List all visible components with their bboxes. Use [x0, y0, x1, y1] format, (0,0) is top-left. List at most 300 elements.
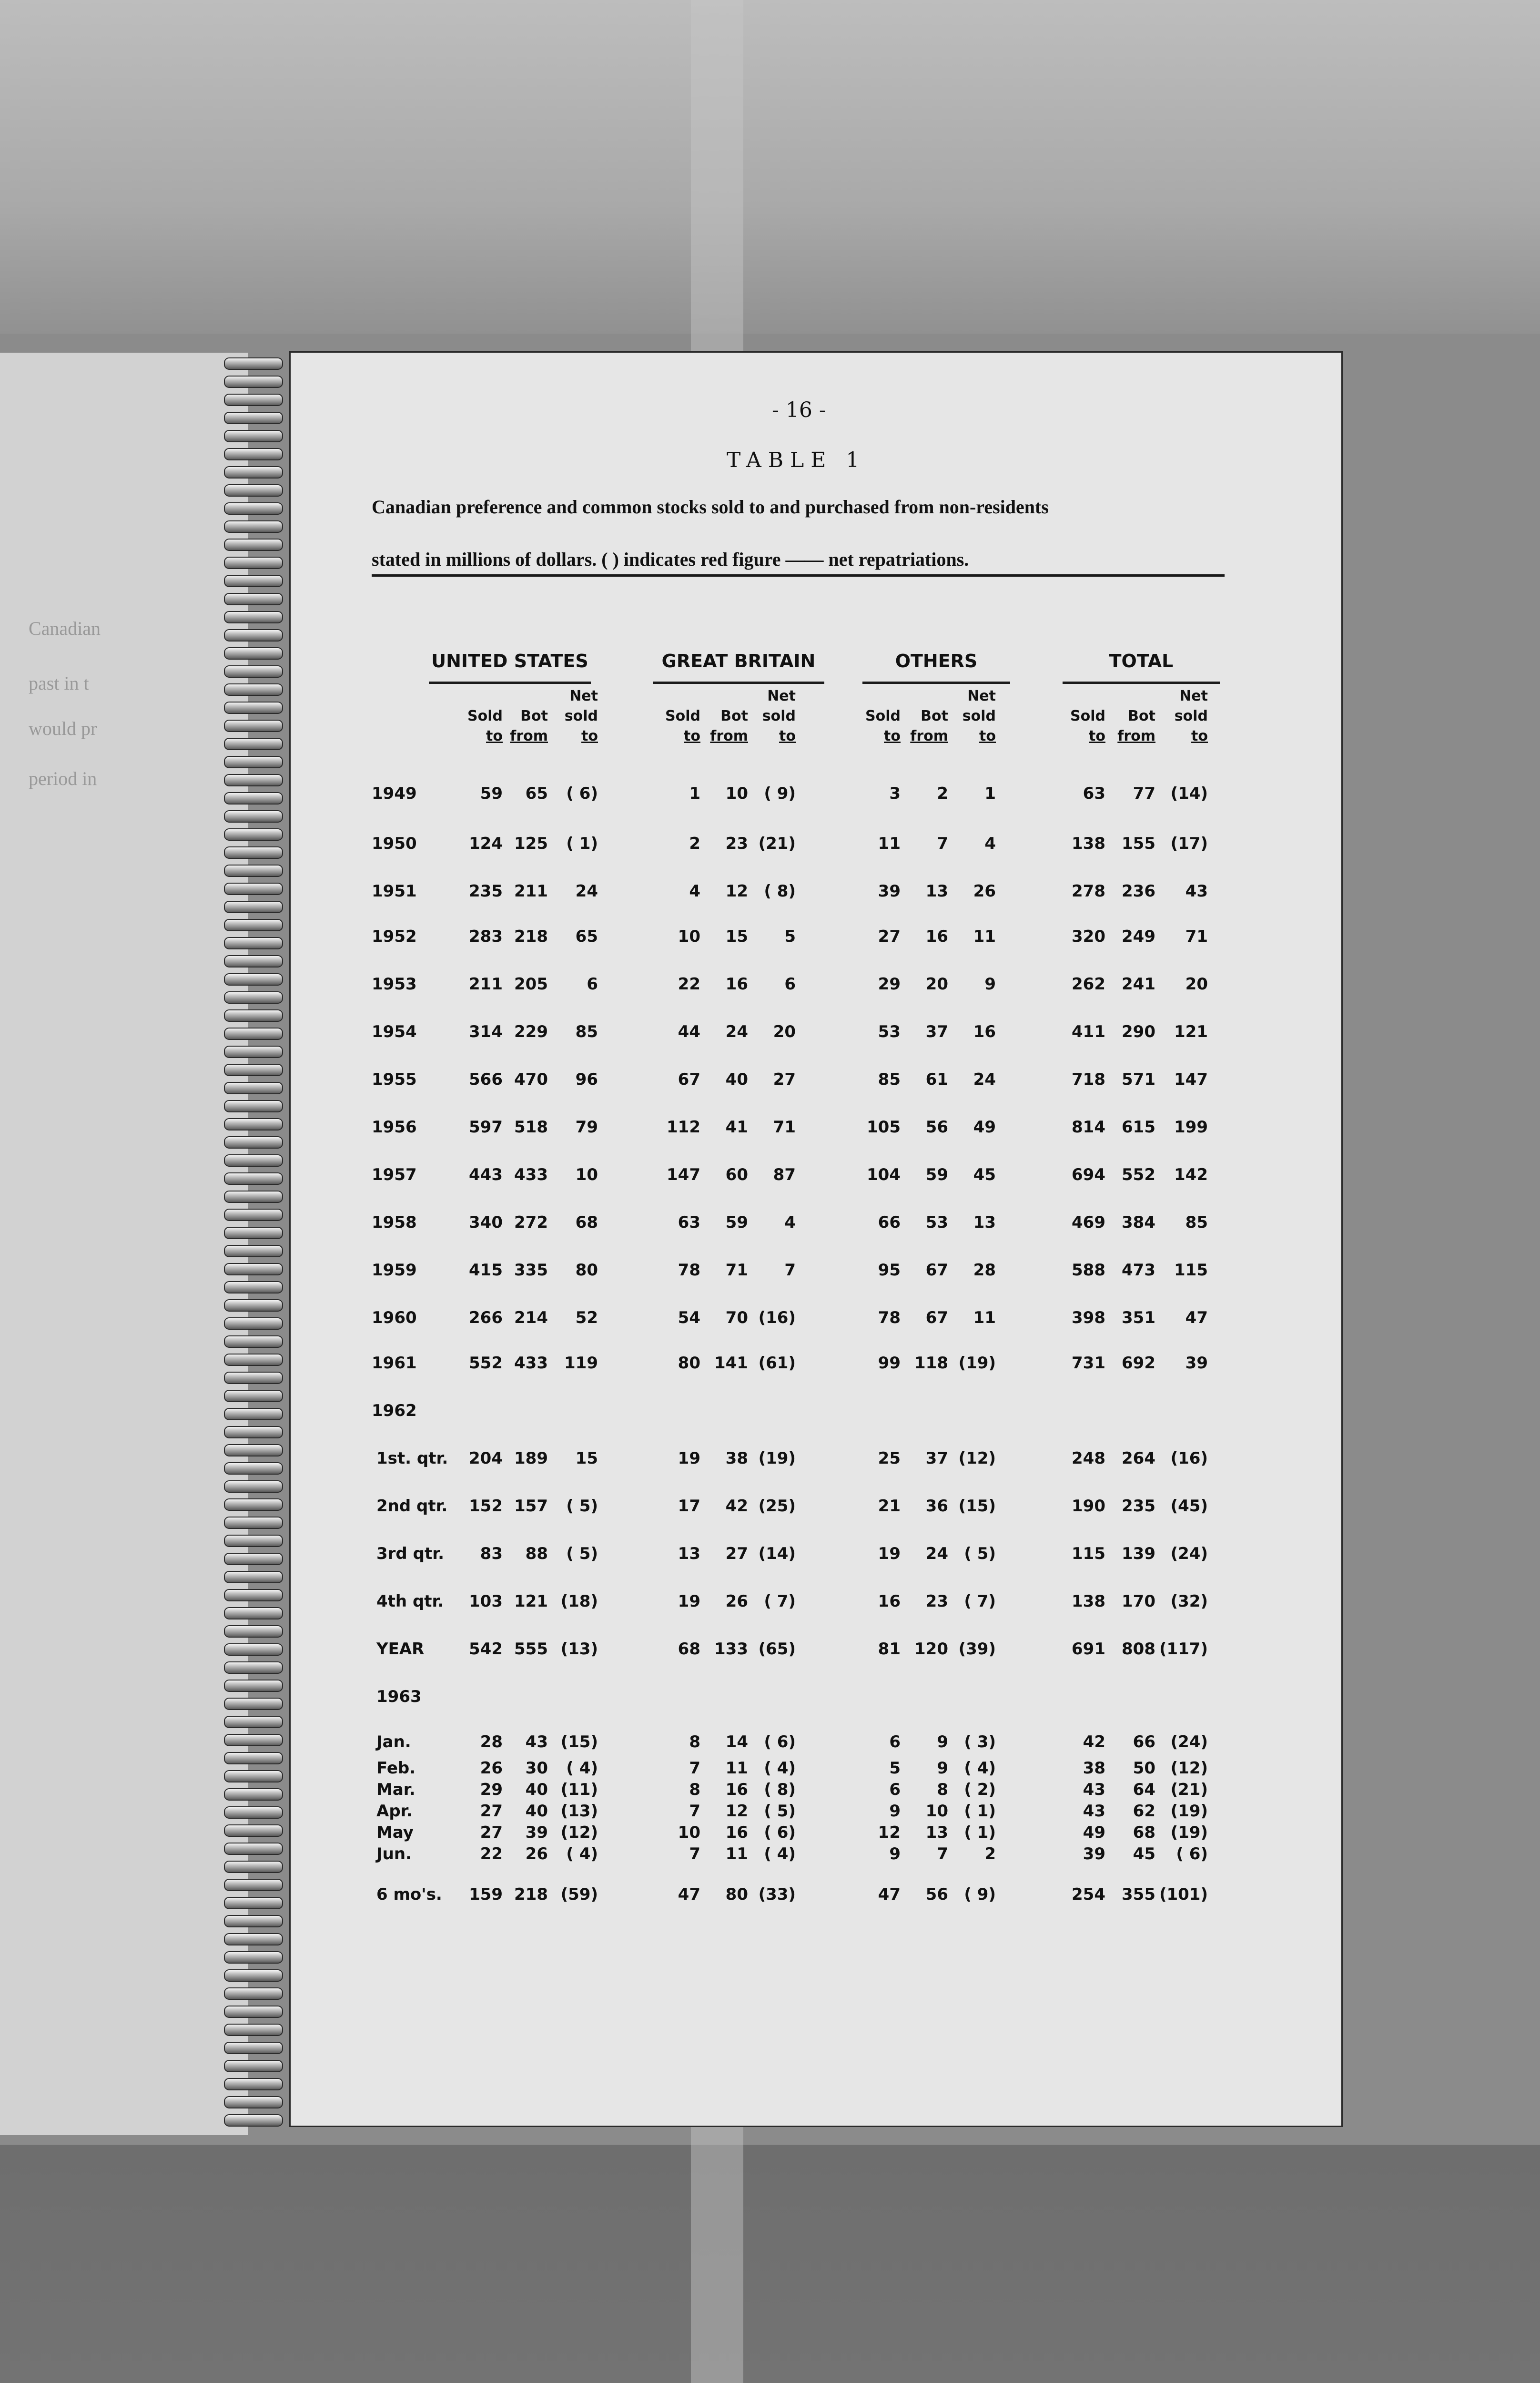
table-cell: 49 [973, 1118, 996, 1137]
table-cell: 121 [514, 1592, 548, 1611]
group-header-total: TOTAL [1109, 651, 1174, 672]
table-cell: 814 [1072, 1118, 1105, 1137]
table-cell: 14 [725, 1732, 748, 1752]
table-cell: 170 [1122, 1592, 1155, 1611]
table-cell: 266 [469, 1308, 503, 1327]
table-cell: 12 [725, 1802, 748, 1821]
binding-ring [224, 1951, 283, 1964]
table-cell: 6 [784, 975, 796, 994]
table-cell: ( 4) [964, 1759, 996, 1778]
table-cell: 1 [984, 784, 996, 803]
background-lower [0, 2145, 1540, 2383]
table-cell: 2 [937, 784, 948, 803]
table-cell: 4 [689, 882, 700, 901]
binding-ring [224, 2060, 283, 2072]
group-underline [862, 682, 1010, 684]
table-cell: 15 [575, 1449, 598, 1468]
row-label: Apr. [376, 1802, 413, 1821]
binding-ring [224, 1517, 283, 1529]
binding-ring [224, 1227, 283, 1239]
table-cell: 211 [469, 975, 503, 994]
table-cell: 68 [678, 1640, 700, 1659]
table-cell: (11) [560, 1780, 598, 1799]
binding-ring [224, 1028, 283, 1040]
table-cell: 694 [1072, 1165, 1105, 1184]
binding-ring [224, 1643, 283, 1656]
table-cell: 26 [973, 882, 996, 901]
table-cell: 138 [1072, 834, 1105, 853]
column-header-text: to [884, 728, 901, 744]
binding-ring [224, 973, 283, 986]
table-cell: 139 [1122, 1544, 1155, 1563]
binding-ring [224, 647, 283, 660]
table-cell: 105 [867, 1118, 901, 1137]
row-label: 1951 [372, 882, 417, 901]
binding-ring [224, 593, 283, 605]
table-cell: 11 [973, 1308, 996, 1327]
column-header-text: Net [569, 688, 598, 704]
group-underline [1063, 682, 1220, 684]
table-cell: 80 [725, 1885, 748, 1904]
binding-ring [224, 1535, 283, 1547]
row-label: 1955 [372, 1070, 417, 1089]
table-cell: 6 [889, 1780, 901, 1799]
table-cell: 190 [1072, 1497, 1105, 1516]
table-cell: 8 [689, 1732, 700, 1752]
table-cell: 80 [678, 1354, 700, 1373]
binding-ring [224, 1553, 283, 1565]
table-cell: 398 [1072, 1308, 1105, 1327]
table-cell: 235 [469, 882, 503, 901]
binding-ring [224, 1607, 283, 1619]
table-cell: 542 [469, 1640, 503, 1659]
column-header-bot-from [1103, 706, 1155, 746]
row-label: 1950 [372, 834, 417, 853]
table-cell: 24 [725, 1022, 748, 1041]
table-cell: 254 [1072, 1885, 1105, 1904]
binding-ring [224, 1661, 283, 1674]
table-cell: 40 [525, 1780, 548, 1799]
table-cell: 40 [525, 1802, 548, 1821]
table-cell: 9 [889, 1802, 901, 1821]
group-header-others: OTHERS [895, 651, 978, 672]
column-header-text: Sold [467, 708, 503, 724]
table-cell: 115 [1072, 1544, 1105, 1563]
binding-ring [224, 846, 283, 859]
table-cell: ( 7) [964, 1592, 996, 1611]
table-cell: 50 [1133, 1759, 1155, 1778]
table-cell: 473 [1122, 1261, 1155, 1280]
table-cell: 236 [1122, 882, 1155, 901]
table-cell: 64 [1133, 1780, 1155, 1799]
table-cell: 10 [725, 784, 748, 803]
column-header-text: from [910, 728, 948, 744]
table-cell: 433 [514, 1165, 548, 1184]
background-top [0, 0, 1540, 343]
binding-ring [224, 1987, 283, 2000]
table-cell: 42 [1083, 1732, 1105, 1752]
binding-ring [224, 756, 283, 768]
binding-ring [224, 1897, 283, 1909]
table-cell: 103 [469, 1592, 503, 1611]
table-cell: 66 [878, 1213, 901, 1232]
column-header-text: sold [1174, 708, 1208, 724]
table-cell: 552 [469, 1354, 503, 1373]
table-cell: ( 6) [1176, 1844, 1208, 1864]
group-underline [429, 682, 591, 684]
table-cell: (101) [1159, 1885, 1208, 1904]
table-cell: 28 [480, 1732, 503, 1752]
table-cell: ( 8) [764, 882, 796, 901]
table-cell: 133 [714, 1640, 748, 1659]
table-cell: 20 [1185, 975, 1208, 994]
row-label: 1957 [372, 1165, 417, 1184]
row-label: 1952 [372, 927, 417, 946]
page-number: - 16 - [772, 398, 826, 422]
group-header-united-states: UNITED STATES [431, 651, 588, 672]
table-cell: 21 [878, 1497, 901, 1516]
table-cell: 66 [1133, 1732, 1155, 1752]
table-cell: 4 [984, 834, 996, 853]
table-cell: 443 [469, 1165, 503, 1184]
table-cell: 125 [514, 834, 548, 853]
table-cell: 8 [937, 1780, 948, 1799]
table-cell: 13 [925, 1823, 948, 1842]
table-cell: ( 5) [566, 1497, 598, 1516]
column-header-text: to [979, 728, 996, 744]
row-label: 1st. qtr. [376, 1449, 448, 1468]
table-cell: 290 [1122, 1022, 1155, 1041]
column-header-sold-to [648, 706, 700, 746]
table-cell: 9 [984, 975, 996, 994]
table-cell: 29 [878, 975, 901, 994]
table-cell: 78 [678, 1261, 700, 1280]
column-header-net-sold-to [1155, 686, 1208, 746]
table-cell: 47 [678, 1885, 700, 1904]
table-cell: 124 [469, 834, 503, 853]
column-header-text: Net [767, 688, 796, 704]
table-cell: 71 [1185, 927, 1208, 946]
table-cell: 1 [689, 784, 700, 803]
table-cell: 99 [878, 1354, 901, 1373]
table-cell: ( 5) [964, 1544, 996, 1563]
table-cell: 147 [667, 1165, 700, 1184]
row-label: 1960 [372, 1308, 417, 1327]
document-page [291, 353, 1341, 2126]
table-cell: 9 [889, 1844, 901, 1864]
table-cell: 10 [678, 1823, 700, 1842]
binding-ring [224, 1915, 283, 1927]
group-header-great-britain: GREAT BRITAIN [661, 651, 816, 672]
table-cell: ( 4) [566, 1759, 598, 1778]
column-header-sold-to [1053, 706, 1105, 746]
table-cell: (45) [1170, 1497, 1208, 1516]
table-cell: 20 [925, 975, 948, 994]
binding-ring [224, 1263, 283, 1275]
table-cell: 218 [514, 1885, 548, 1904]
table-cell: 3 [889, 784, 901, 803]
column-header-text: to [1089, 728, 1105, 744]
table-cell: 79 [575, 1118, 598, 1137]
table-cell: 314 [469, 1022, 503, 1041]
table-cell: 470 [514, 1070, 548, 1089]
table-cell: 23 [925, 1592, 948, 1611]
binding-ring [224, 1824, 283, 1837]
table-cell: 141 [714, 1354, 748, 1373]
binding-ring [224, 357, 283, 370]
binding-ring [224, 665, 283, 678]
table-cell: 152 [469, 1497, 503, 1516]
binding-ring [224, 1209, 283, 1221]
table-cell: 2 [984, 1844, 996, 1864]
binding-ring [224, 484, 283, 497]
table-cell: 26 [480, 1759, 503, 1778]
table-cell: (33) [758, 1885, 796, 1904]
table-cell: 22 [678, 975, 700, 994]
table-cell: 60 [725, 1165, 748, 1184]
table-cell: 22 [480, 1844, 503, 1864]
table-cell: 155 [1122, 834, 1155, 853]
table-cell: 85 [878, 1070, 901, 1089]
table-cell: (19) [1170, 1802, 1208, 1821]
row-label: 1953 [372, 975, 417, 994]
table-cell: 6 [889, 1732, 901, 1752]
table-cell: (32) [1170, 1592, 1208, 1611]
binding-ring [224, 683, 283, 696]
table-cell: 615 [1122, 1118, 1155, 1137]
table-cell: 13 [973, 1213, 996, 1232]
table-cell: (19) [1170, 1823, 1208, 1842]
table-cell: 23 [725, 834, 748, 853]
table-cell: 104 [867, 1165, 901, 1184]
table-cell: 159 [469, 1885, 503, 1904]
column-header-text: to [779, 728, 796, 744]
table-cell: 26 [525, 1844, 548, 1864]
group-underline [653, 682, 824, 684]
table-cell: 36 [925, 1497, 948, 1516]
table-cell: 7 [689, 1844, 700, 1864]
table-cell: 264 [1122, 1449, 1155, 1468]
table-cell: 12 [878, 1823, 901, 1842]
table-cell: 9 [937, 1759, 948, 1778]
table-cell: 15 [725, 927, 748, 946]
table-cell: 59 [725, 1213, 748, 1232]
table-cell: ( 4) [566, 1844, 598, 1864]
table-cell: 65 [575, 927, 598, 946]
binding-ring [224, 2078, 283, 2090]
table-cell: 19 [678, 1592, 700, 1611]
binding-ring [224, 1969, 283, 1982]
column-header-text: Net [967, 688, 996, 704]
binding-ring [224, 1100, 283, 1112]
binding-ring [224, 2096, 283, 2108]
binding-ring [224, 1064, 283, 1076]
binding-ring [224, 702, 283, 714]
table-cell: (13) [560, 1802, 598, 1821]
column-header-text: Net [1179, 688, 1208, 704]
table-cell: 27 [480, 1802, 503, 1821]
table-cell: 85 [575, 1022, 598, 1041]
binding-ring [224, 1317, 283, 1330]
binding-ring [224, 2024, 283, 2036]
binding-ring [224, 430, 283, 442]
ghost-text: would pr [29, 718, 97, 739]
table-cell: 199 [1174, 1118, 1208, 1137]
table-cell: (12) [560, 1823, 598, 1842]
table-cell: 121 [1174, 1022, 1208, 1041]
table-cell: 7 [689, 1759, 700, 1778]
table-cell: 42 [725, 1497, 748, 1516]
table-cell: 241 [1122, 975, 1155, 994]
table-cell: 83 [480, 1544, 503, 1563]
column-header-sold-to [450, 706, 503, 746]
table-cell: 95 [878, 1261, 901, 1280]
binding-ring [224, 1752, 283, 1764]
table-cell: 11 [973, 927, 996, 946]
column-header-text: to [581, 728, 598, 744]
table-cell: ( 7) [764, 1592, 796, 1611]
table-cell: 731 [1072, 1354, 1105, 1373]
column-header-text: Sold [865, 708, 901, 724]
table-cell: 7 [689, 1802, 700, 1821]
column-header-bot-from [896, 706, 948, 746]
table-cell: 62 [1133, 1802, 1155, 1821]
table-cell: 11 [878, 834, 901, 853]
binding-ring [224, 611, 283, 623]
table-cell: 56 [925, 1885, 948, 1904]
table-cell: 39 [878, 882, 901, 901]
table-cell: 24 [575, 882, 598, 901]
binding-ring [224, 448, 283, 460]
binding-ring [224, 2006, 283, 2018]
table-cell: 340 [469, 1213, 503, 1232]
column-header-net-sold-to [743, 686, 796, 746]
table-cell: 571 [1122, 1070, 1155, 1089]
table-cell: 17 [678, 1497, 700, 1516]
row-label: 1963 [376, 1687, 422, 1706]
binding-ring [224, 1444, 283, 1456]
binding-ring [224, 1480, 283, 1493]
table-cell: 70 [725, 1308, 748, 1327]
row-label: Feb. [376, 1759, 416, 1778]
table-cell: 39 [1083, 1844, 1105, 1864]
table-cell: 16 [878, 1592, 901, 1611]
table-cell: 53 [878, 1022, 901, 1041]
binding-ring [224, 1372, 283, 1384]
table-cell: 45 [973, 1165, 996, 1184]
column-header-text: Sold [1070, 708, 1105, 724]
table-cell: 10 [925, 1802, 948, 1821]
table-cell: 80 [575, 1261, 598, 1280]
table-cell: ( 6) [764, 1732, 796, 1752]
column-header-text: from [710, 728, 748, 744]
table-cell: 27 [725, 1544, 748, 1563]
binding-ring [224, 1843, 283, 1855]
binding-ring [224, 1698, 283, 1710]
binding-ring [224, 1933, 283, 1945]
table-cell: ( 4) [764, 1759, 796, 1778]
table-cell: 39 [525, 1823, 548, 1842]
table-cell: ( 1) [566, 834, 598, 853]
table-cell: 26 [725, 1592, 748, 1611]
table-cell: (14) [1170, 784, 1208, 803]
row-label: 1962 [372, 1401, 417, 1420]
table-cell: 13 [678, 1544, 700, 1563]
table-cell: 40 [725, 1070, 748, 1089]
table-cell: 77 [1133, 784, 1155, 803]
binding-ring [224, 919, 283, 931]
table-cell: 411 [1072, 1022, 1105, 1041]
column-header-text: sold [564, 708, 598, 724]
table-cell: 16 [725, 975, 748, 994]
table-cell: 71 [773, 1118, 796, 1137]
table-cell: 16 [725, 1780, 748, 1799]
binding-ring [224, 1046, 283, 1058]
table-cell: 20 [773, 1022, 796, 1041]
table-cell: 119 [564, 1354, 598, 1373]
binding-ring [224, 1716, 283, 1728]
table-cell: 78 [878, 1308, 901, 1327]
table-cell: 9 [937, 1732, 948, 1752]
column-header-bot-from [696, 706, 748, 746]
binding-ring [224, 629, 283, 642]
table-cell: (15) [958, 1497, 996, 1516]
table-cell: (16) [1170, 1449, 1208, 1468]
binding-ring [224, 1009, 283, 1022]
table-cell: 41 [725, 1118, 748, 1137]
ghost-text: Canadian [29, 618, 101, 639]
column-header-net-sold-to [546, 686, 598, 746]
binding-ring [224, 520, 283, 533]
row-label: 1961 [372, 1354, 417, 1373]
binding-ring [224, 575, 283, 587]
binding-ring [224, 539, 283, 551]
table-cell: ( 5) [764, 1802, 796, 1821]
table-cell: 415 [469, 1261, 503, 1280]
table-cell: 211 [514, 882, 548, 901]
table-cell: 39 [1185, 1354, 1208, 1373]
table-cell: 718 [1072, 1070, 1105, 1089]
binding-ring [224, 1788, 283, 1801]
table-cell: (16) [758, 1308, 796, 1327]
table-cell: 118 [914, 1354, 948, 1373]
table-cell: 68 [1133, 1823, 1155, 1842]
table-cell: (117) [1159, 1640, 1208, 1659]
table-cell: ( 9) [764, 784, 796, 803]
column-header-text: to [1191, 728, 1208, 744]
table-cell: 205 [514, 975, 548, 994]
table-cell: 691 [1072, 1640, 1105, 1659]
spiral-binding [210, 357, 295, 2130]
table-cell: 67 [925, 1308, 948, 1327]
table-cell: 52 [575, 1308, 598, 1327]
table-cell: 552 [1122, 1165, 1155, 1184]
binding-ring [224, 376, 283, 388]
table-cell: 262 [1072, 975, 1105, 994]
table-cell: (13) [560, 1640, 598, 1659]
ghost-text: period in [29, 768, 97, 789]
binding-ring [224, 1335, 283, 1348]
table-cell: 248 [1072, 1449, 1105, 1468]
table-cell: 37 [925, 1022, 948, 1041]
binding-ring [224, 1680, 283, 1692]
table-cell: (14) [758, 1544, 796, 1563]
table-cell: 112 [667, 1118, 700, 1137]
column-header-bot-from [496, 706, 548, 746]
table-cell: ( 2) [964, 1780, 996, 1799]
binding-ring [224, 1191, 283, 1203]
binding-ring [224, 1589, 283, 1601]
